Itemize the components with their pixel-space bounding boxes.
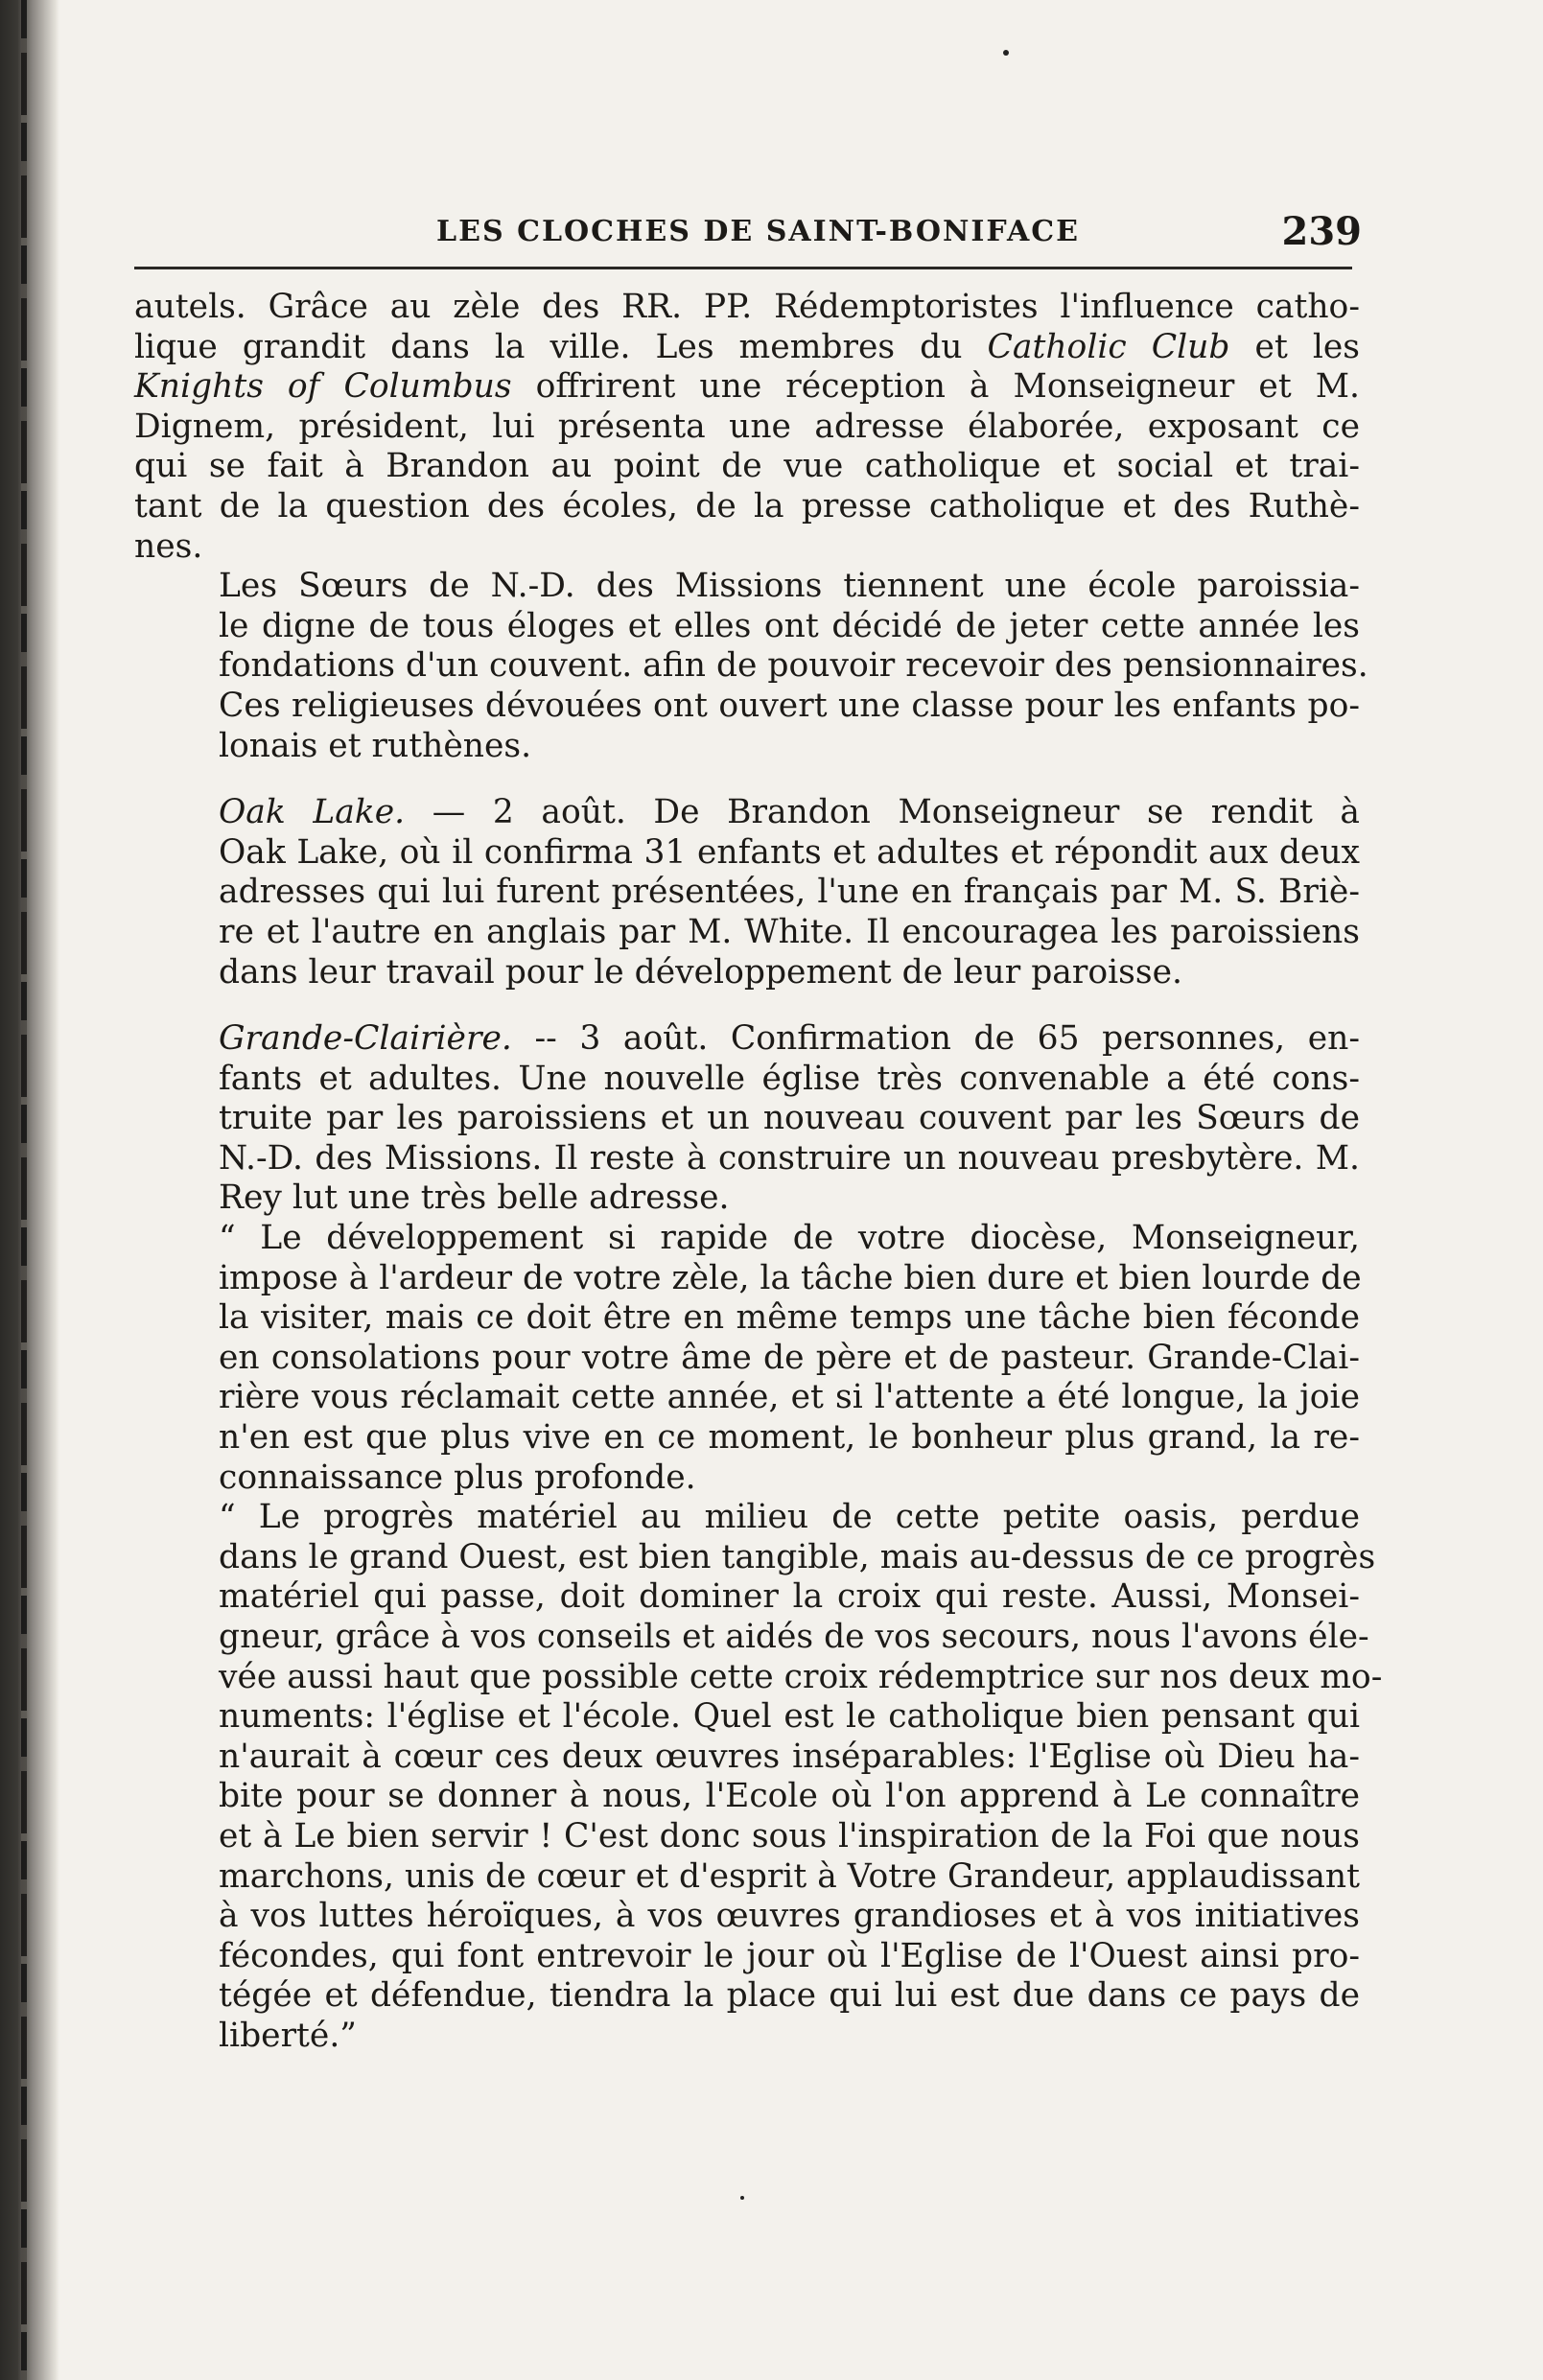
page-header <box>134 203 1362 261</box>
text-line: tégée et défendue, tiendra la place qui lui est due dans ce pays de <box>219 1976 1360 2016</box>
ink-speck <box>1003 50 1009 56</box>
text-run: — 2 août. De Brandon Monseigneur se rendit à <box>405 793 1360 832</box>
text-line: impose à l'ardeur de votre zèle, la tâche bien dure et bien lourde de <box>219 1258 1362 1297</box>
text-line: autels. Grâce au zèle des RR. PP. Rédemptoristes l'influence catho- <box>134 288 1360 326</box>
header-rule <box>134 267 1352 269</box>
italic-term: Catholic Club <box>987 327 1230 366</box>
text-line: en consolations pour votre âme de père et de pasteur. Grande-Clai- <box>219 1338 1360 1377</box>
paragraph <box>134 1019 1360 1219</box>
text-line: Rey lut une très belle adresse. <box>219 1178 730 1218</box>
text-line: nes. <box>134 526 203 566</box>
italic-term: Knights of Columbus <box>134 367 512 407</box>
text-line: Oak Lake, où il confirma 31 enfants et adultes et répondit aux deux <box>219 832 1360 872</box>
text-line: dans le grand Ouest, est bien tangible, mais au-dessus de ce progrès <box>219 1537 1376 1576</box>
body-text <box>134 288 1383 2057</box>
paragraph <box>134 567 1368 766</box>
text-line: le digne de tous éloges et elles ont décidé de jeter cette année les <box>219 606 1360 645</box>
text-line: à vos luttes héroïques, à vos œuvres grandioses et à vos initiatives <box>219 1897 1360 1936</box>
text-line: marchons, unis de cœur et d'esprit à Votre Grandeur, applaudissant <box>219 1856 1360 1896</box>
text-line <box>134 793 1360 833</box>
text-line: liberté.” <box>219 2016 357 2055</box>
text-line: connaissance plus profonde. <box>219 1458 696 1497</box>
text-line: Ces religieuses dévouées ont ouvert une classe pour les enfants po- <box>219 686 1360 725</box>
text-line: lique grandit dans la ville. Les membres du Catholic Club et les <box>134 327 1360 366</box>
paragraph <box>134 1219 1360 1498</box>
text-line: rière vous réclamait cette année, et si l'attente a été longue, la joie <box>219 1378 1360 1417</box>
paragraph <box>134 288 1360 567</box>
text-line: tant de la question des écoles, de la presse catholique et des Ruthè- <box>134 486 1360 525</box>
place-name: Grande-Clairière. <box>219 1019 512 1059</box>
running-title: LES CLOCHES DE SAINT-BONIFACE <box>436 215 1080 248</box>
text-line: adresses qui lui furent présentées, l'une en français par M. S. Briè- <box>219 873 1360 912</box>
text-line: qui se fait à Brandon au point de vue catholique et social et trai- <box>134 447 1360 486</box>
text-run: -- 3 août. Confirmation de 65 personnes, en- <box>511 1019 1360 1059</box>
text-line: la visiter, mais ce doit être en même temps une tâche bien féconde <box>219 1298 1360 1338</box>
text-line: fécondes, qui font entrevoir le jour où l'Eglise de l'Ouest ainsi pro- <box>219 1936 1360 1975</box>
text-line: “ Le progrès matériel au milieu de cette petite oasis, perdue <box>219 1498 1360 1537</box>
text-line: N.-D. des Missions. Il reste à construire un nouveau presbytère. M. <box>219 1138 1360 1178</box>
ink-speck <box>740 2196 744 2200</box>
text-line: n'aurait à cœur ces deux œuvres inséparables: l'Eglise où Dieu ha- <box>219 1737 1360 1776</box>
text-line: dans leur travail pour le développement de leur paroisse. <box>219 952 1182 992</box>
text-line: n'en est que plus vive en ce moment, le bonheur plus grand, la re- <box>219 1418 1360 1458</box>
binding-edge <box>0 0 59 2380</box>
text-line: Dignem, président, lui présenta une adresse élaborée, exposant ce <box>134 407 1360 446</box>
text-line: “ Le développement si rapide de votre diocèse, Monseigneur, <box>219 1219 1360 1258</box>
text-line: matériel qui passe, doit dominer la croix qui reste. Aussi, Monsei- <box>219 1577 1360 1617</box>
paragraph <box>134 1498 1383 2056</box>
text-line: numents: l'église et l'école. Quel est le catholique bien pensant qui <box>219 1697 1360 1737</box>
text-line: Les Sœurs de N.-D. des Missions tiennent une école paroissia- <box>219 567 1360 606</box>
text-line: truite par les paroissiens et un nouveau couvent par les Sœurs de <box>219 1099 1360 1138</box>
place-name: Oak Lake. <box>219 793 406 832</box>
text-line: fants et adultes. Une nouvelle église très convenable a été cons- <box>219 1059 1360 1098</box>
text-line: Knights of Columbus offrirent une réception à Monseigneur et M. <box>134 367 1360 407</box>
text-line: lonais et ruthènes. <box>219 726 532 765</box>
text-line <box>134 1019 1360 1060</box>
text-line: bite pour se donner à nous, l'Ecole où l'on apprend à Le connaître <box>219 1777 1360 1816</box>
text-line: re et l'autre en anglais par M. White. Il encouragea les paroissiens <box>219 912 1360 951</box>
page-number: 239 <box>1281 209 1362 254</box>
text-line: et à Le bien servir ! C'est donc sous l'inspiration de la Foi que nous <box>219 1816 1360 1855</box>
text-line: fondations d'un couvent. afin de pouvoir recevoir des pensionnaires. <box>219 646 1368 686</box>
text-line: vée aussi haut que possible cette croix rédemptrice sur nos deux mo- <box>219 1657 1383 1696</box>
paragraph <box>134 793 1360 992</box>
text-line: gneur, grâce à vos conseils et aidés de vos secours, nous l'avons éle- <box>219 1618 1369 1656</box>
